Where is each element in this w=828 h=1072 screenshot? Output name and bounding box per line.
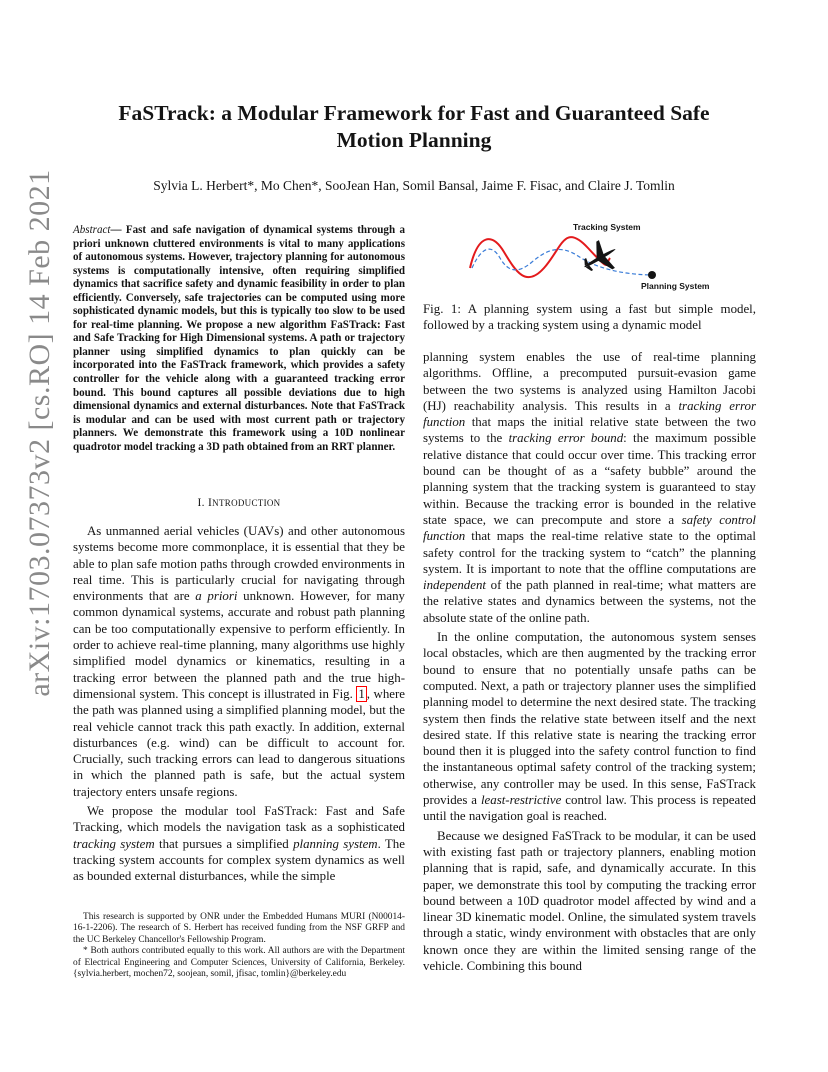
- author-list: Sylvia L. Herbert*, Mo Chen*, SooJean Han, Somil Bansal, Jaime F. Fisac, and Claire J. Tomlin: [153, 178, 675, 193]
- right-paragraph-3: Because we designed FaSTrack to be modular, it can be used with existing fast path or trajectory planners, enabling motion planning that is rapid, safe, and dynamically accurate. In this paper, we demonstrate this tool by computing the tracking error bound between a 10D quadrotor model affected by wind and a linear 3D kinematic model. Online, the simulated system travels through a static, windy environment with obstacles that are only known once they are within the limited sensing range of the vehicle. Combining this bound: [423, 828, 756, 973]
- figure-1-diagram: [460, 218, 710, 294]
- section-number: I.: [197, 497, 205, 509]
- tracking-system-label: Tracking System: [573, 222, 641, 232]
- section-heading: [73, 497, 405, 509]
- airplane-icon: [576, 235, 623, 281]
- intro-body: [73, 523, 405, 885]
- tracking-trajectory: [470, 237, 610, 277]
- abstract: [73, 224, 405, 454]
- abstract-text: — Fast and safe navigation of dynamical systems through a priori unknown cluttered environments is vital to many applications of autonomous systems. However, trajectory planning for autonomous systems is computationally intensive, often requiring simplified dynamics that sacrifice safety and dynamic feasibility in order to plan efficiently. Conversely, safe trajectories can be computed using more sophisticated dynamic models, but this is typically too slow to be used for real-time planning. We propose a new algorithm FaSTrack: Fast and Safe Tracking for High Dimensional systems. A path or trajectory planner using simplified dynamics to plan quickly can be incorporated into the FaSTrack framework, which provides a safety controller for the vehicle along with a guaranteed tracking error bound. This bound captures all possible deviations due to high dimensional dynamics and external disturbances. Note that FaSTrack is modular and can be used with most current path or trajectory planners. We demonstrate this framework using a 10D nonlinear quadrotor model tracking a 3D path obtained from an RRT planner.: [73, 224, 405, 453]
- intro-paragraph-1: As unmanned aerial vehicles (UAVs) and other autonomous systems become more commonplace, it is essential that they be able to plan safe motion paths through crowded environments in real time. This is particularly crucial for navigating through environments that are a priori unknown. However, for many common dynamical systems, accurate and robust path planning can be too computationally expensive to perform efficiently. In order to achieve real-time planning, many algorithms use highly simplified model dynamics or kinematics, resulting in a tracking error between the planned path and the true high-dimensional system. This concept is illustrated in Fig. 1 , where the path was planned using a simplified planning model, but the real vehicle cannot track this path exactly. In addition, external disturbances (e.g. wind) can be difficult to account for. Crucially, such tracking errors can lead to dangerous situations in which the planned path is safe, but the actual system trajectory enters unsafe regions.: [73, 524, 406, 799]
- arxiv-stamp: arXiv:1703.07373v2 [cs.RO] 14 Feb 2021: [23, 169, 56, 697]
- footnotes: [73, 912, 405, 980]
- section-title: INTRODUCTION: [208, 497, 281, 509]
- figure-1-caption: Fig. 1: A planning system using a fast but simple model, followed by a tracking system using a dynamic model: [423, 302, 756, 333]
- right-paragraph-1: planning system enables the use of real-time planning algorithms. Offline, a precomputed pursuit-evasion game between the two systems is analyzed using Hamilton Jacobi (HJ) reachability analysis. This results in a tracking error function that maps the initial relative state between the two systems to the tracking error bound: the maximum possible relative distance that could occur over time. This tracking error bound can be thought of as a “safety bubble” around the planning system that the tracking system is guaranteed to stay within. Because the tracking error is bounded in the relative state space, we can precompute and store a safety control function that maps the real-time relative state to the optimal safety control for the tracking system to “catch” the planning system. It is important to note that the offline computations are independent of the path planned in real-time; what matters are the relative states and dynamics between the systems, not the absolute state of the online path.: [423, 350, 757, 625]
- right-paragraph-2: In the online computation, the autonomous system senses local obstacles, which are then augmented by the tracking error bound to ensure that no potentially unsafe paths can be computed. Next, a path or trajectory planner uses the simplified planning model to determine the next desired state. The tracking system then finds the relative state between itself and the next desired state. If this relative state is nearing the tracking error bound then it is plugged into the safety control function to find the instantaneous optimal safety control of the tracking system; otherwise, any controller may be used. In this sense, FaSTrack provides a least-restrictive control law. This process is repeated until the navigation goal is reached.: [423, 630, 756, 824]
- abstract-label: Abstract: [73, 224, 111, 236]
- intro-paragraph-2: We propose the modular tool FaSTrack: Fast and Safe Tracking, which models the navigation task as a sophisticated tracking system that pursues a simplified planning system. The tracking system accounts for complex system dynamics as well as bounded external disturbances, while the simple: [73, 804, 405, 884]
- funding-footnote: This research is supported by ONR under the Embedded Humans MURI (N00014-16-1-2206). The research of S. Herbert has received funding from the NSF GRFP and the UC Berkeley Chancellor's Fellowship Program.: [73, 912, 405, 945]
- affiliation-footnote: * Both authors contributed equally to this work. All authors are with the Department of Electrical Engineering and Computer Sciences, University of California, Berkeley. {sylvia.herbert, mochen72, soojean, somil, jfisac, tomlin}@berkeley.edu: [73, 946, 405, 980]
- planning-system-label: Planning System: [641, 281, 710, 291]
- figure-1-link[interactable]: 1: [358, 686, 365, 701]
- right-column-body: [423, 349, 756, 974]
- title-line-1: FaSTrack: a Modular Framework for Fast and Guaranteed Safe: [118, 101, 710, 125]
- title-line-2: Motion Planning: [336, 128, 492, 152]
- planning-trajectory: [472, 249, 650, 275]
- paper-title: [90, 100, 738, 154]
- planning-system-marker: [648, 271, 656, 279]
